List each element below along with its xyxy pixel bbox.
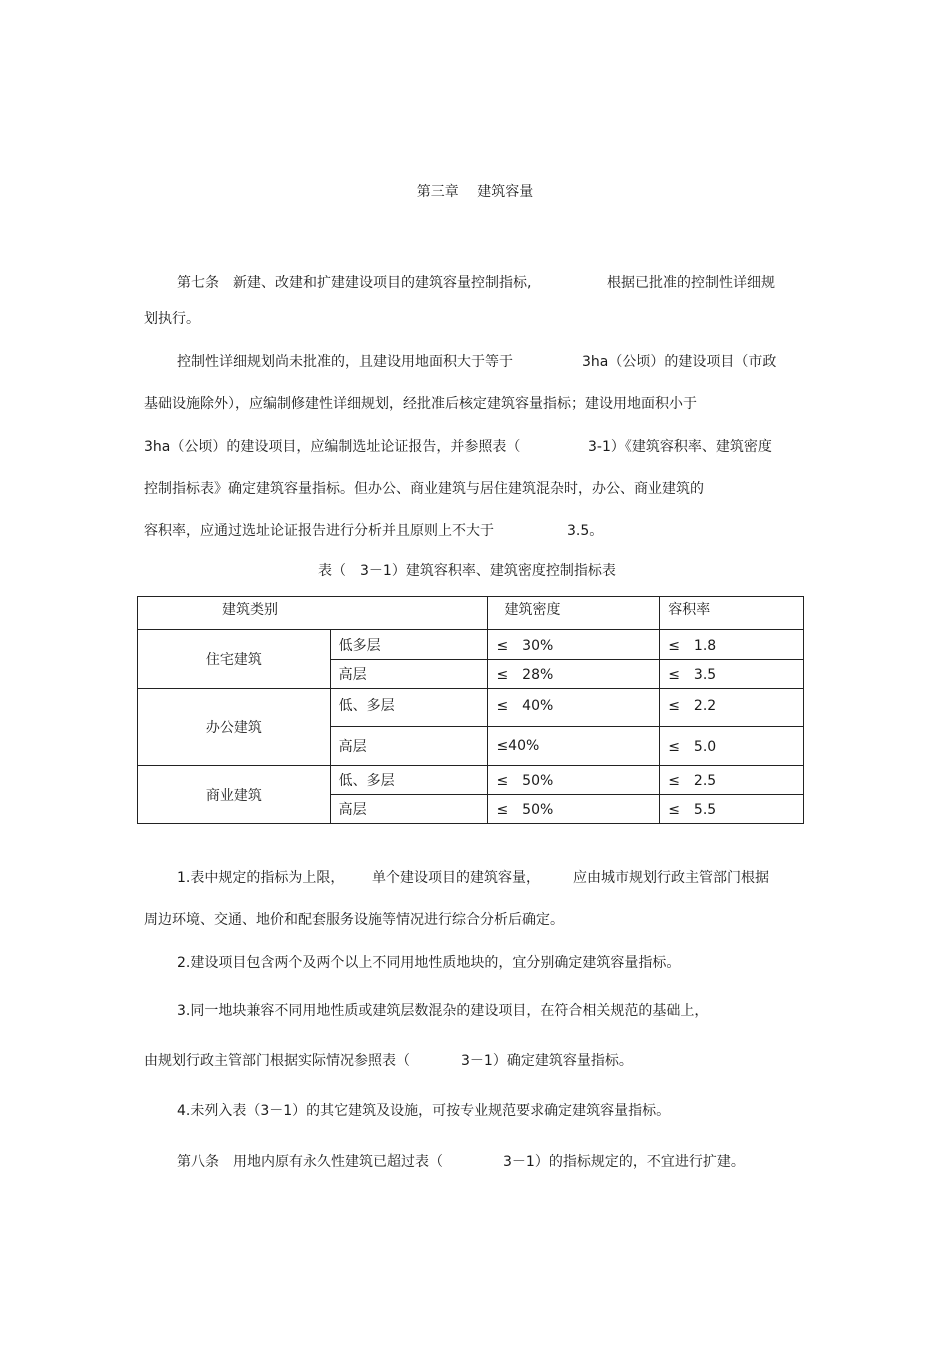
para2-line5-a: 容积率，应通过选址论证报告进行分析并且原则上不大于 [144,523,494,539]
article7-text-a: 第七条 新建、改建和扩建建设项目的建筑容量控制指标, [177,275,532,291]
subtype-cell: 高层 [330,795,488,824]
far-cell: ≤ 5.0 [660,727,804,766]
note2: 2.建设项目包含两个及两个以上不同用地性质地块的，宜分别确定建筑容量指标。 [177,955,681,971]
table-header-row [138,597,804,630]
header-density: 建筑密度 [488,597,660,630]
note3-line2-b: 3－1）确定建筑容量指标。 [461,1053,633,1069]
table-row [138,689,804,727]
para2-line1-a: 控制性详细规划尚未批准的，且建设用地面积大于等于 [177,354,513,370]
article8-b: 3－1）的指标规定的，不宜进行扩建。 [503,1154,745,1170]
para2-line5-b: 3.5。 [567,523,604,539]
table-row [138,766,804,795]
para2-line3-b: 3-1）《建筑容积率、建筑密度 [588,439,772,455]
article8-a: 第八条 用地内原有永久性建筑已超过表（ [177,1154,443,1170]
note4: 4.未列入表（3－1）的其它建筑及设施，可按专业规范要求确定建筑容量指标。 [177,1103,671,1119]
table-caption: 表（ 3－1）建筑容积率、建筑密度控制指标表 [318,563,616,579]
category-cell: 办公建筑 [138,689,331,766]
subtype-cell: 高层 [330,660,488,689]
far-cell: ≤ 5.5 [660,795,804,824]
article7-text-b: 根据已批准的控制性详细规 [607,275,775,291]
far-cell: ≤ 2.2 [660,689,804,727]
article7-line1-end [607,273,775,293]
para2-line4: 控制指标表》确定建筑容量指标。但办公、商业建筑与居住建筑混杂时，办公、商业建筑的 [144,481,704,497]
far-cell: ≤ 1.8 [660,630,804,660]
density-cell: ≤ 28% [488,660,660,689]
density-cell: ≤ 40% [488,689,660,727]
header-category: 建筑类别 [138,597,488,630]
note1-c: 应由城市规划行政主管部门根据 [573,870,769,886]
far-cell: ≤ 2.5 [660,766,804,795]
note3-line2-a: 由规划行政主管部门根据实际情况参照表（ [144,1053,410,1069]
density-cell: ≤ 50% [488,766,660,795]
para2-line3-a: 3ha（公顷）的建设项目，应编制选址论证报告，并参照表（ [144,439,521,455]
density-cell: ≤ 50% [488,795,660,824]
density-cell: ≤40% [488,727,660,766]
para2-line1-b: 3ha（公顷）的建设项目（市政 [582,354,777,370]
density-cell: ≤ 30% [488,630,660,660]
subtype-cell: 低多层 [330,630,488,660]
article7-line1 [177,273,531,293]
control-index-table [137,596,804,824]
far-cell: ≤ 3.5 [660,660,804,689]
note3: 3.同一地块兼容不同用地性质或建筑层数混杂的建设项目，在符合相关规范的基础上， [177,1003,709,1019]
para2-line2: 基础设施除外），应编制修建性详细规划，经批准后核定建筑容量指标；建设用地面积小于 [144,396,697,412]
header-far: 容积率 [660,597,804,630]
subtype-cell: 低、多层 [330,689,488,727]
category-cell: 商业建筑 [138,766,331,824]
note1-line2: 周边环境、交通、地价和配套服务设施等情况进行综合分析后确定。 [144,912,564,928]
subtype-cell: 低、多层 [330,766,488,795]
article7-line2: 划执行。 [144,311,200,327]
note1-a: 1.表中规定的指标为上限， [177,870,345,886]
table-row [138,630,804,660]
category-cell: 住宅建筑 [138,630,331,689]
subtype-cell: 高层 [330,727,488,766]
note1-b: 单个建设项目的建筑容量， [372,870,540,886]
chapter-title: 第三章 建筑容量 [416,184,534,200]
